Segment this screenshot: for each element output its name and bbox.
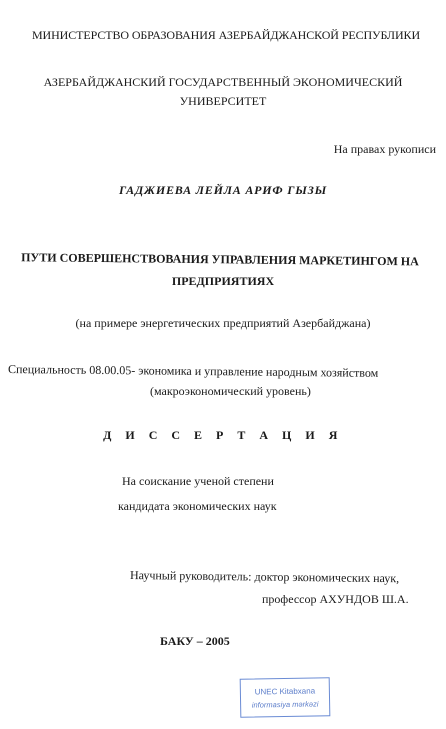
ministry-heading: МИНИСТЕРСТВО ОБРАЗОВАНИЯ АЗЕРБАЙДЖАНСКОЙ РЕСПУБЛИКИ [31, 28, 421, 42]
supervisor-line2: профессор АХУНДОВ Ш.А. [262, 592, 409, 606]
dissertation-title-line1: ПУТИ СОВЕРШЕНСТВОВАНИЯ УПРАВЛЕНИЯ МАРКЕТИНГОМ НА [21, 250, 419, 269]
dissertation-subtitle: (на примере энергетических предприятий Азербайджана) [75, 316, 371, 330]
document-type-heading: Д И С С Е Р Т А Ц И Я [103, 428, 343, 442]
university-name-line2: УНИВЕРСИТЕТ [179, 94, 267, 108]
author-name: ГАДЖИЕВА ЛЕЙЛА АРИФ ГЫЗЫ [118, 183, 328, 197]
stamp-line2: informasiya mərkəzi [251, 699, 319, 710]
university-name-line1: АЗЕРБАЙДЖАНСКИЙ ГОСУДАРСТВЕННЫЙ ЭКОНОМИЧЕСКИЙ [43, 75, 403, 89]
degree-line2: кандидата экономических наук [118, 499, 277, 513]
stamp-line1: UNEC Kitabxana [254, 686, 316, 697]
supervisor-line1: Научный руководитель: доктор экономических наук, [129, 568, 400, 586]
library-stamp [240, 677, 331, 718]
specialty-line2: (макроэкономический уровень) [150, 384, 311, 398]
city-year: БАКУ – 2005 [160, 634, 230, 648]
manuscript-rights-note: На правах рукописи [333, 142, 436, 156]
degree-line1: На соискание ученой степени [122, 474, 274, 488]
dissertation-title-line2: ПРЕДПРИЯТИЯХ [171, 274, 275, 288]
specialty-line1: Специальность 08.00.05- экономика и управление народным хозяйством [7, 362, 379, 380]
